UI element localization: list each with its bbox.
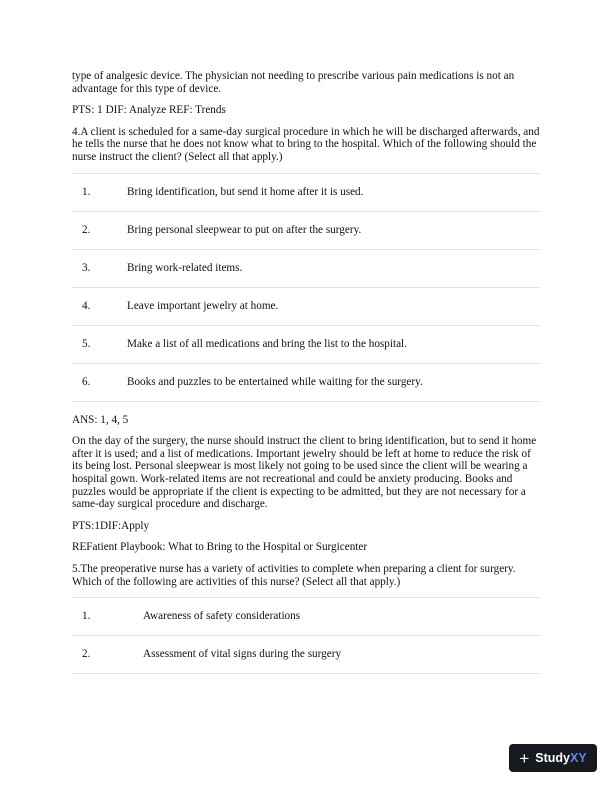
option-number: 2. xyxy=(82,223,91,236)
option-text: Bring work-related items. xyxy=(127,261,243,274)
option-number: 4. xyxy=(82,299,91,312)
option-row xyxy=(72,249,540,287)
option-text: Make a list of all medications and bring the list to the hospital. xyxy=(127,337,407,350)
option-row xyxy=(72,635,540,674)
question-4-options xyxy=(72,173,540,402)
option-text: Assessment of vital signs during the surgery xyxy=(143,648,342,661)
question-5-text: 5.The preoperative nurse has a variety of activities to complete when preparing a client for surgery. Which of the following are activities of this nurse? (Select all that apply.) xyxy=(72,562,516,588)
option-number: 1. xyxy=(82,185,91,198)
option-text: Bring personal sleepwear to put on after the surgery. xyxy=(127,223,362,236)
option-text: Books and puzzles to be entertained while waiting for the surgery. xyxy=(127,375,423,388)
option-row xyxy=(72,211,540,249)
answer-line: ANS: 1, 4, 5 xyxy=(72,413,129,426)
question-5-options xyxy=(72,597,540,674)
question-4-text: 4.A client is scheduled for a same-day surgical procedure in which he will be discharged afterwards, and he tells the nurse that he does not know what to bring to the hospital. Which of the following should the nurse instruct the client? (Select all that apply.) xyxy=(72,125,540,163)
question-4-ref: REFatient Playbook: What to Bring to the Hospital or Surgicenter xyxy=(72,541,368,554)
brand-accent: XY xyxy=(569,750,587,765)
option-number: 5. xyxy=(82,337,91,350)
option-number: 1. xyxy=(82,610,91,623)
option-row xyxy=(72,363,540,402)
option-row xyxy=(72,597,540,635)
studyxy-badge[interactable] xyxy=(509,744,597,772)
option-row xyxy=(72,287,540,325)
option-text: Awareness of safety considerations xyxy=(143,610,301,623)
rationale-paragraph: On the day of the surgery, the nurse should instruct the client to bring identification, but to send it home after it is used; and a list of medications. Important jewelry should be left at home to reduce the risk of its being lost. Personal sleepwear is most likely not going to be used since the client will be wearing a hospital gown. Work-related items are not recreational and could be anxiety producing. Books and puzzles would be appropriate if the client is expecting to be admitted, but they are not necessary for a same-day surgical procedure and discharge. xyxy=(72,435,537,511)
option-number: 2. xyxy=(82,648,91,661)
option-text: Leave important jewelry at home. xyxy=(127,299,279,312)
question-4-pts: PTS:1DIF:Apply xyxy=(72,519,150,532)
option-row xyxy=(72,325,540,363)
document-page xyxy=(72,70,540,686)
brand-main: Study xyxy=(535,750,570,765)
option-text: Bring identification, but send it home after it is used. xyxy=(127,185,364,198)
option-number: 3. xyxy=(82,261,91,274)
option-row xyxy=(72,173,540,211)
intro-paragraph: type of analgesic device. The physician not needing to prescribe various pain medications is not an advantage for this type of device. xyxy=(72,70,515,95)
option-number: 6. xyxy=(82,375,91,388)
plus-icon: + xyxy=(519,748,530,768)
question-3-meta: PTS: 1 DIF: Analyze REF: Trends xyxy=(72,104,226,117)
